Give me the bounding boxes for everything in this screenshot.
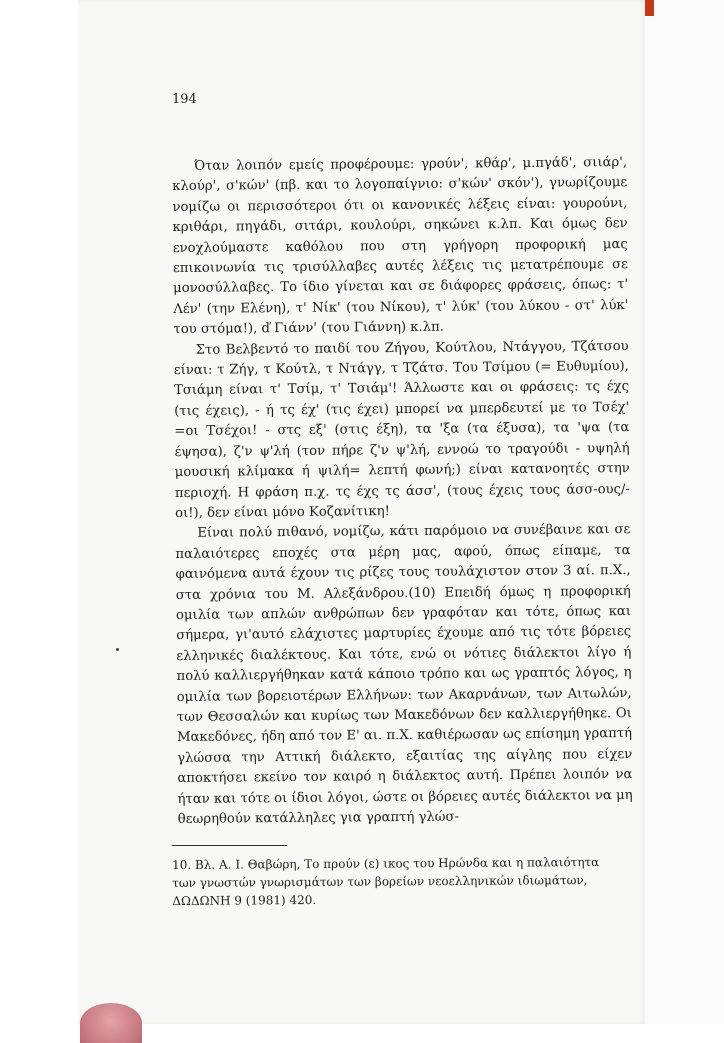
thumb (80, 1003, 142, 1043)
paragraph-3: Είναι πολύ πιθανό, νομίζω, κάτι παρόμοιο να συνέβαινε και σε παλαιότερες εποχές στα μέρη μας, αφού, όπως είπαμε, τα φαινόμενα αυτά έχουν τις ρίζες τους τουλάχιστον στον 3 αί. π.Χ., στα χρόνια του Μ. Αλεξάνδρου.(10) Επειδή όμως η προφορική ομιλία των απλών ανθρώπων δεν γραφόταν και τότε, όπως και σήμερα, γι'αυτό ελάχιστες μαρτυρίες έχουμε από τις τότε βόρειες ελληνικές διαλέκτους. Και τότε, ενώ οι νότιες διάλεκτοι λίγο ή πολύ καλλιεργήθηκαν κατά κάποιο τρόπο και ως γραπτός λόγος, η ομιλία των βορειοτέρων Ελλήνων: των Ακαρνάνων, των Αιτωλών, των Θεσσαλών και κυρίως των Μακεδόνων δεν καλλιεργήθηκε. Οι Μακεδόνες, ήδη από τον Ε' αι. π.Χ. καθιέρωσαν ως επίσημη γραπτή γλώσσα την Αττική διάλεκτο, εξαιτίας της αίγλης που είχεν αποκτήσει εκείνο τον καιρό η διάλεκτος αυτή. Πρέπει λοιπόν να ήταν και τότε οι ίδιοι λόγοι, ώστε οι βόρειες αυτές διάλεκτοι να μη θεωρηθούν κατάλληλες για γραπτή γλώσ- (175, 522, 633, 827)
page-number: 194 (172, 92, 197, 107)
margin-mark (116, 648, 119, 651)
paragraph-2: Στο Βελβεντό το παιδί του Ζήγου, Κούτλου, Ντάγγου, Τζάτσου είναι: τ Ζήγ, τ Κούτλ, τ Ντάγγ, τ Τζάτσ. Του Τσίμου (= Ευθυμίου), Τσιάμη είναι τ' Τσίμ, τ' Τσιάμ'! Άλλωστε και οι φράσεις: τς έχς (τις έχεις), - ή τς έχ' (τις έχει) μπορεί να μπερδευτεί με το Τσέχ' =οι Τσέχοι! - στς εξ' (στις έξη), τα 'ξα (τα έξυσα), τα 'ψα (τα έψησα), ζ'ν ψ'λή (τον πήρε ζ'ν ψ'λή, εννοώ το τραγούδι - υψηλή μουσική κλίμακα ή ψιλή= λεπτή φωνή;) είναι κατανοητές στην περιοχή. Η φράση π.χ. τς έχς τς άσσ', (τους έχεις τους άσσ-ους/-οι!), δεν είναι μόνο Κοζανίτικη! (173, 338, 630, 521)
body-text (172, 153, 633, 830)
paragraph-1: Όταν λοιπόν εμείς προφέρουμε: γρούν', κθάρ', μ.πγάδ', σιιάρ', κλούρ', σ'κών' (πβ. και το λογοπαίγνιο: σ'κών' σκόν'), γνωρίζουμε νομίζω οι περισσότεροι ότι οι κανονικές λέξεις είναι: γουρούνι, κριθάρι, πηγάδι, σιτάρι, κουλούρι, σηκώνει κ.λπ. Και όμως δεν ενοχλούμαστε καθόλου που στη γρήγορη προφορική μας επικοινωνία τις τρισύλλαβες αυτές λέξεις τις μετατρέπουμε σε μονοσύλλαβες. Το ίδιο γίνεται και σε διάφορες φράσεις, όπως: τ' Λέν' (την Ελένη), τ' Νίκ' (του Νίκου), τ' λύκ' (του λύκου - στ' λύκ' του στόμα!), ď Γιάνν' (του Γιάννη) κ.λπ. (172, 155, 629, 338)
footnote: 10. Βλ. Α. Ι. Θαβώρη, Το προύν (ε) ικος του Ηρώνδα και η παλαιότητα των γνωστών γνωρισμάτων των βορείων νεοελληνικών ιδιωμάτων, ΔΩΔΩΝΗ 9 (1981) 420. (172, 855, 600, 908)
background-surface (645, 0, 724, 1024)
footnote-divider (172, 845, 287, 846)
